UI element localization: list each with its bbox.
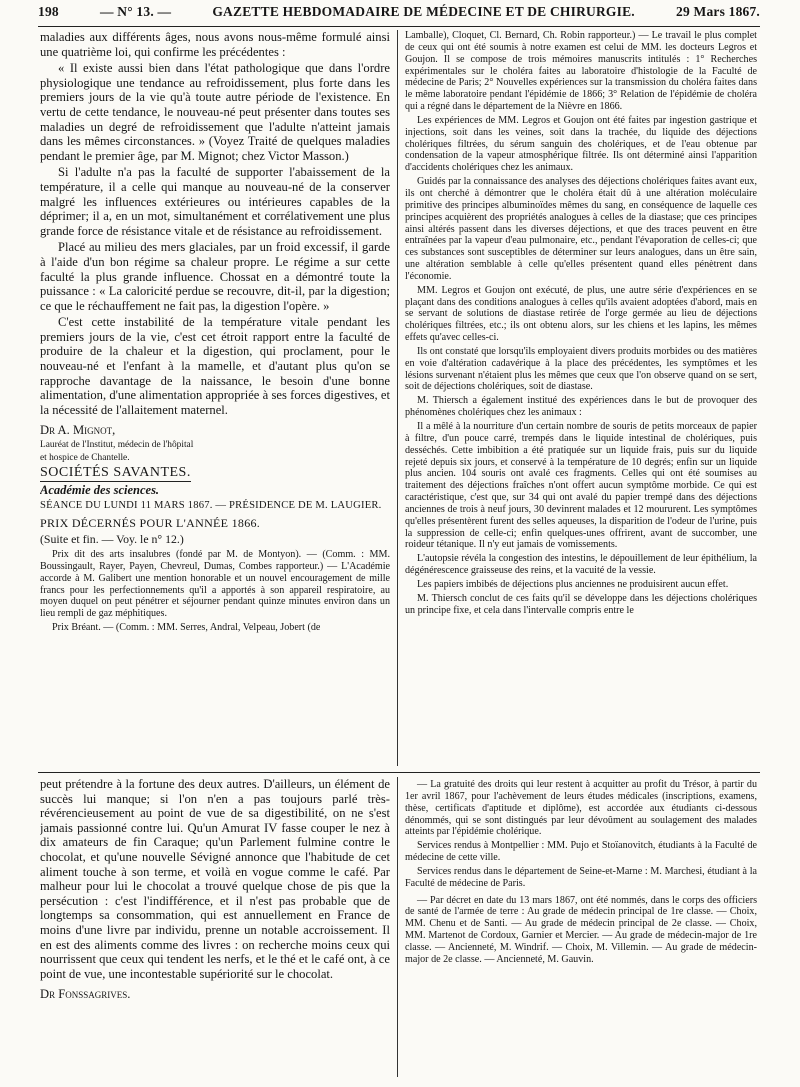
prize-paragraph: Prix Bréant. — (Comm. : MM. Serres, Andral, Velpeau, Jobert (de bbox=[52, 622, 321, 634]
paragraph: Il a mêlé à la nourriture d'un certain nombre de souris de petits morceaux de papier à filtre, d'un pouce carré, trempés dans le liquide intestinal de cholériques, puis desséchés. Cette imbibition a été pratiquée sur un liquide frais, puis sur du liquide rejeté depuis six jours, et conservé à la température de 10 degrés; enfin sur un liquide plus ancien. 104 souris ont avalé ces fragments. Celles qui ont été soumises au traitement des déjections fraîches n'ont offert aucun symptôme morbide. Ce qui est caractéristique, c'est que, sur 34 qui ont avalé du papier trempé dans des déjections anciennes de trois à neuf jours, 30 devinrent malades et 12 moururent. Les symptômes qu'elles présentèrent furent des selles aqueuses, la disparition de l'odeur de l'urine, puis la suppression de celle-ci; enfin quelques-unes offrirent, avant de succomber, une roideur tétanique. Il n'y eut jamais de vomissements. bbox=[405, 421, 757, 551]
news-paragraph: Services rendus dans le département de Seine-et-Marne : M. Marchesi, étudiant à la Faculté de médecine de Paris. bbox=[405, 865, 757, 889]
upper-left-column bbox=[40, 30, 390, 770]
section-title: SOCIÉTÉS SAVANTES. bbox=[40, 465, 191, 481]
paragraph: Guidés par la connaissance des analyses des déjections cholériques faites avant eux, ils ont cherché à démontrer que le choléra était dû à une altération moléculaire primitive des principes albuminoïdes mêmes du sang, en conséquence de laquelle ces principes acquièrent des propriétés analogues à celles de la diastase; que ces principes ainsi altérés passent dans les diverses déjections, et que des traces peuvent en être entraînées par la vapeur d'eau pulmonaire, etc., pendant l'évaporation de celles-ci; que ces substances sont susceptibles de déterminer sur leurs analogues, dans un être sain, une altération semblable à celle qu'elles présentent quand elles pénètrent dans l'économie. bbox=[405, 176, 757, 282]
lower-right-column bbox=[405, 779, 757, 1079]
paragraph: peut prétendre à la fortune des deux autres. D'ailleurs, un élément de succès lui manque; si l'on n'en a pas toujours parlé très-révérencieusement au point de vue de sa digestibilité, on ne s'est jamais passionné contre lui. Qu'un Amurat IV fasse couper le nez à dix amateurs de fin Caraque; qu'un Parlement fulmine contre le chocolat, et qu'une nouvelle Sévigné annonce que l'habitude de cet aliment touche à son terme, et voilà en vogue comme le café. Par malheur pour lui le chocolat a trouvé quelque chose de pis que la persécution : c'est l'indifférence, et il n'est pas probable que de longtemps sa consommation, qui est annuellement en France de moins d'une livre par individu, prenne un notable accroissement. Il en est des aliments comme des livres : on recherche moins ceux qui nourrissent que ceux qui tendent les nerfs, et le thé et le café ont, à ce point de vue, une incontestable supériorité sur le chocolat. bbox=[40, 777, 390, 981]
author-signature: Dr A. Mignot, bbox=[40, 423, 116, 438]
upper-right-column bbox=[405, 30, 757, 770]
section-subtitle: Académie des sciences. bbox=[40, 482, 160, 497]
issue-date: 29 Mars 1867. bbox=[676, 4, 760, 19]
column-divider bbox=[397, 30, 398, 766]
prizes-title: PRIX DÉCERNÉS POUR L'ANNÉE 1866. bbox=[40, 515, 261, 530]
paragraph: M. Thiersch a également institué des expériences dans le but de provoquer des phénomènes cholériques chez les animaux : bbox=[405, 395, 757, 419]
paragraph: L'autopsie révéla la congestion des intestins, le dépouillement de leur épithélium, la dégénérescence graisseuse des reins, et la vacuité de la vessie. bbox=[405, 553, 757, 577]
section-break-rule bbox=[38, 772, 760, 773]
author-title-line2: et hospice de Chantelle. bbox=[40, 453, 130, 464]
issue-number: — N° 13. — bbox=[100, 4, 172, 19]
page-header bbox=[38, 4, 760, 26]
quote-paragraph: « Il existe aussi bien dans l'état pathologique que dans l'ordre physiologique une tendance au refroidissement, plus forte dans les premiers jours de la vie qu'à toute autre période de l'existence. En vertu de cette tendance, le nouveau-né peut présenter dans toutes ses maladies un degré de refroidissement que l'adulte n'atteint jamais dans les mêmes circonstances. » (Voyez Traité de quelques maladies pendant le premier âge, par M. Mignot; chez Victor Masson.) bbox=[40, 61, 390, 163]
lower-left-column bbox=[40, 777, 390, 1077]
column-divider bbox=[397, 777, 398, 1077]
journal-title: GAZETTE HEBDOMADAIRE DE MÉDECINE ET DE CHIRURGIE. bbox=[212, 4, 635, 19]
continuation-note: (Suite et fin. — Voy. le n° 12.) bbox=[40, 532, 184, 547]
page-number: 198 bbox=[38, 4, 59, 19]
paragraph: Placé au milieu des mers glaciales, par un froid excessif, il garde à l'aide d'un bon régime sa chaleur propre. Le régime a sur cette faculté la plus grande influence. Chossat en a démontré toute la puissance : « La caloricité perdue se recouvre, dit-il, par la digestion; ce que le réchauffement ne fait pas, la digestion l'opère. » bbox=[40, 240, 390, 313]
news-paragraph: — La gratuité des droits qui leur restent à acquitter au profit du Trésor, à partir du 1er avril 1867, pour l'achèvement de leurs études médicales (inscriptions, examens, thèse, certificats d'aptitude et diplôme), est accordée aux étudiants ci-dessous dénommés, qui se sont distingués par leur dévoûment au soulagement des malades atteints par l'épidémie cholérique. bbox=[405, 779, 757, 838]
news-paragraph: Services rendus à Montpellier : MM. Pujo et Stoïanovitch, étudiants à la Faculté de médecine de cette ville. bbox=[405, 840, 757, 864]
author-title-line1: Lauréat de l'Institut, médecin de l'hôpital bbox=[40, 440, 194, 451]
paragraph: C'est cette instabilité de la température vitale pendant les premiers jours de la vie, c'est cet étroit rapport entre la faculté de produire de la chaleur et la digestion, qui proclament, pour le nouveau-né et l'enfant à la mamelle, et d'autant plus qu'on se rapproche davantage de la naissance, le besoin d'une bonne alimentation, d'une alimentation appropriée à ses forces digestives, et la nécessité de l'allaitement maternel. bbox=[40, 315, 390, 417]
news-paragraph: — Par décret en date du 13 mars 1867, ont été nommés, dans le corps des officiers de santé de l'armée de terre : Au grade de médecin principal de 1re classe. — Choix, MM. Chenu et de Santi. — Au grade de médecin principal de 2e classe. — Choix, MM. Martenot de Cordoux, Garnier et Mercier. — Au grade de médecin-major de 1re classe. — Ancienneté, M. Windrif. — Choix, M. Villemin. — Au grade de médecin-major de 2e classe. — Ancienneté, M. Gauvin. bbox=[405, 894, 757, 965]
seance-line: SÉANCE DU LUNDI 11 MARS 1867. — PRÉSIDENCE DE M. LAUGIER. bbox=[40, 500, 382, 512]
paragraph: M. Thiersch conclut de ces faits qu'il se développe dans les déjections cholériques un principe fixe, et cela dans l'intervalle compris entre le bbox=[405, 592, 757, 616]
paragraph: Ils ont constaté que lorsqu'ils employaient divers produits morbides ou des matières en voie d'altération cadavérique à la place des précédentes, les symptômes et les lésions survenant n'étaient plus les mêmes que ceux que l'on observe quand on se sert, soit de déjections cholériques, soit de diastase. bbox=[405, 345, 757, 393]
paragraph: Lamballe), Cloquet, Cl. Bernard, Ch. Robin rapporteur.) — Le travail le plus complet de ceux qui ont été soumis à notre examen est celui de MM. les docteurs Legros et Goujon. Il se compose de trois mémoires manuscrits intitulés : 1° Recherches expérimentales sur le choléra faites au laboratoire d'histologie de la Faculté de médecine de Paris; 2° Nouvelles expériences sur la transmission du choléra faites dans le même laboratoire pendant l'épidémie de 1866; 3° Relation de l'épidémie de choléra qui a régné dans le département de la Nièvre en 1866. bbox=[405, 30, 757, 113]
paragraph: MM. Legros et Goujon ont exécuté, de plus, une autre série d'expériences en se plaçant dans des conditions analogues à celles qu'ils avaient adoptées d'abord, mais en se servant de solutions de diastase retirée de l'orge germée au lieu de déjections cholériques filtrées, etc.; ils ont obtenu alors, sur les chiens et les lapins, les mêmes effets qu'avec celles-ci. bbox=[405, 284, 757, 344]
header-rule bbox=[38, 26, 760, 27]
paragraph: maladies aux différents âges, nous avons nous-même formulé ainsi une quatrième loi, qui confirme les précédentes : bbox=[40, 30, 390, 59]
prize-paragraph: Prix dit des arts insalubres (fondé par M. de Montyon). — (Comm. : MM. Boussingault, Rayer, Payen, Chevreul, Dumas, Combes rapporteur.) — L'Académie accorde à M. Galibert une mention honorable et un nouvel encouragement de mille francs pour les perfectionnements qu'il a apportés à son appareil respiratoire, au moyen duquel on peut pénétrer et séjourner pendant quinze minutes environ dans un lieu rempli de gaz méphitiques. bbox=[40, 549, 390, 620]
paragraph: Les expériences de MM. Legros et Goujon ont été faites par ingestion gastrique et injections, soit dans les veines, soit dans la trachée, du liquide des déjections cholériques filtrées, du sérum sanguin des cholériques, et de l'eau obtenue par condensation de la vapeur atmosphérique filtrée. Ils ont déterminé ainsi l'apparition d'accidents cholériques chez les animaux. bbox=[405, 114, 757, 174]
paragraph: Si l'adulte n'a pas la faculté de supporter l'abaissement de la température, il a celle qui manque au nouveau-né de la conserver malgré les influences extérieures ou intérieures capables de la déprimer; il a, en un mot, simultanément et corrélativement une plus grande force de résistance vitale et de résistance au refroidissement. bbox=[40, 165, 390, 238]
paragraph: Les papiers imbibés de déjections plus anciennes ne produisirent aucun effet. bbox=[417, 578, 729, 590]
author-signature: Dr Fonssagrives. bbox=[40, 987, 131, 1002]
